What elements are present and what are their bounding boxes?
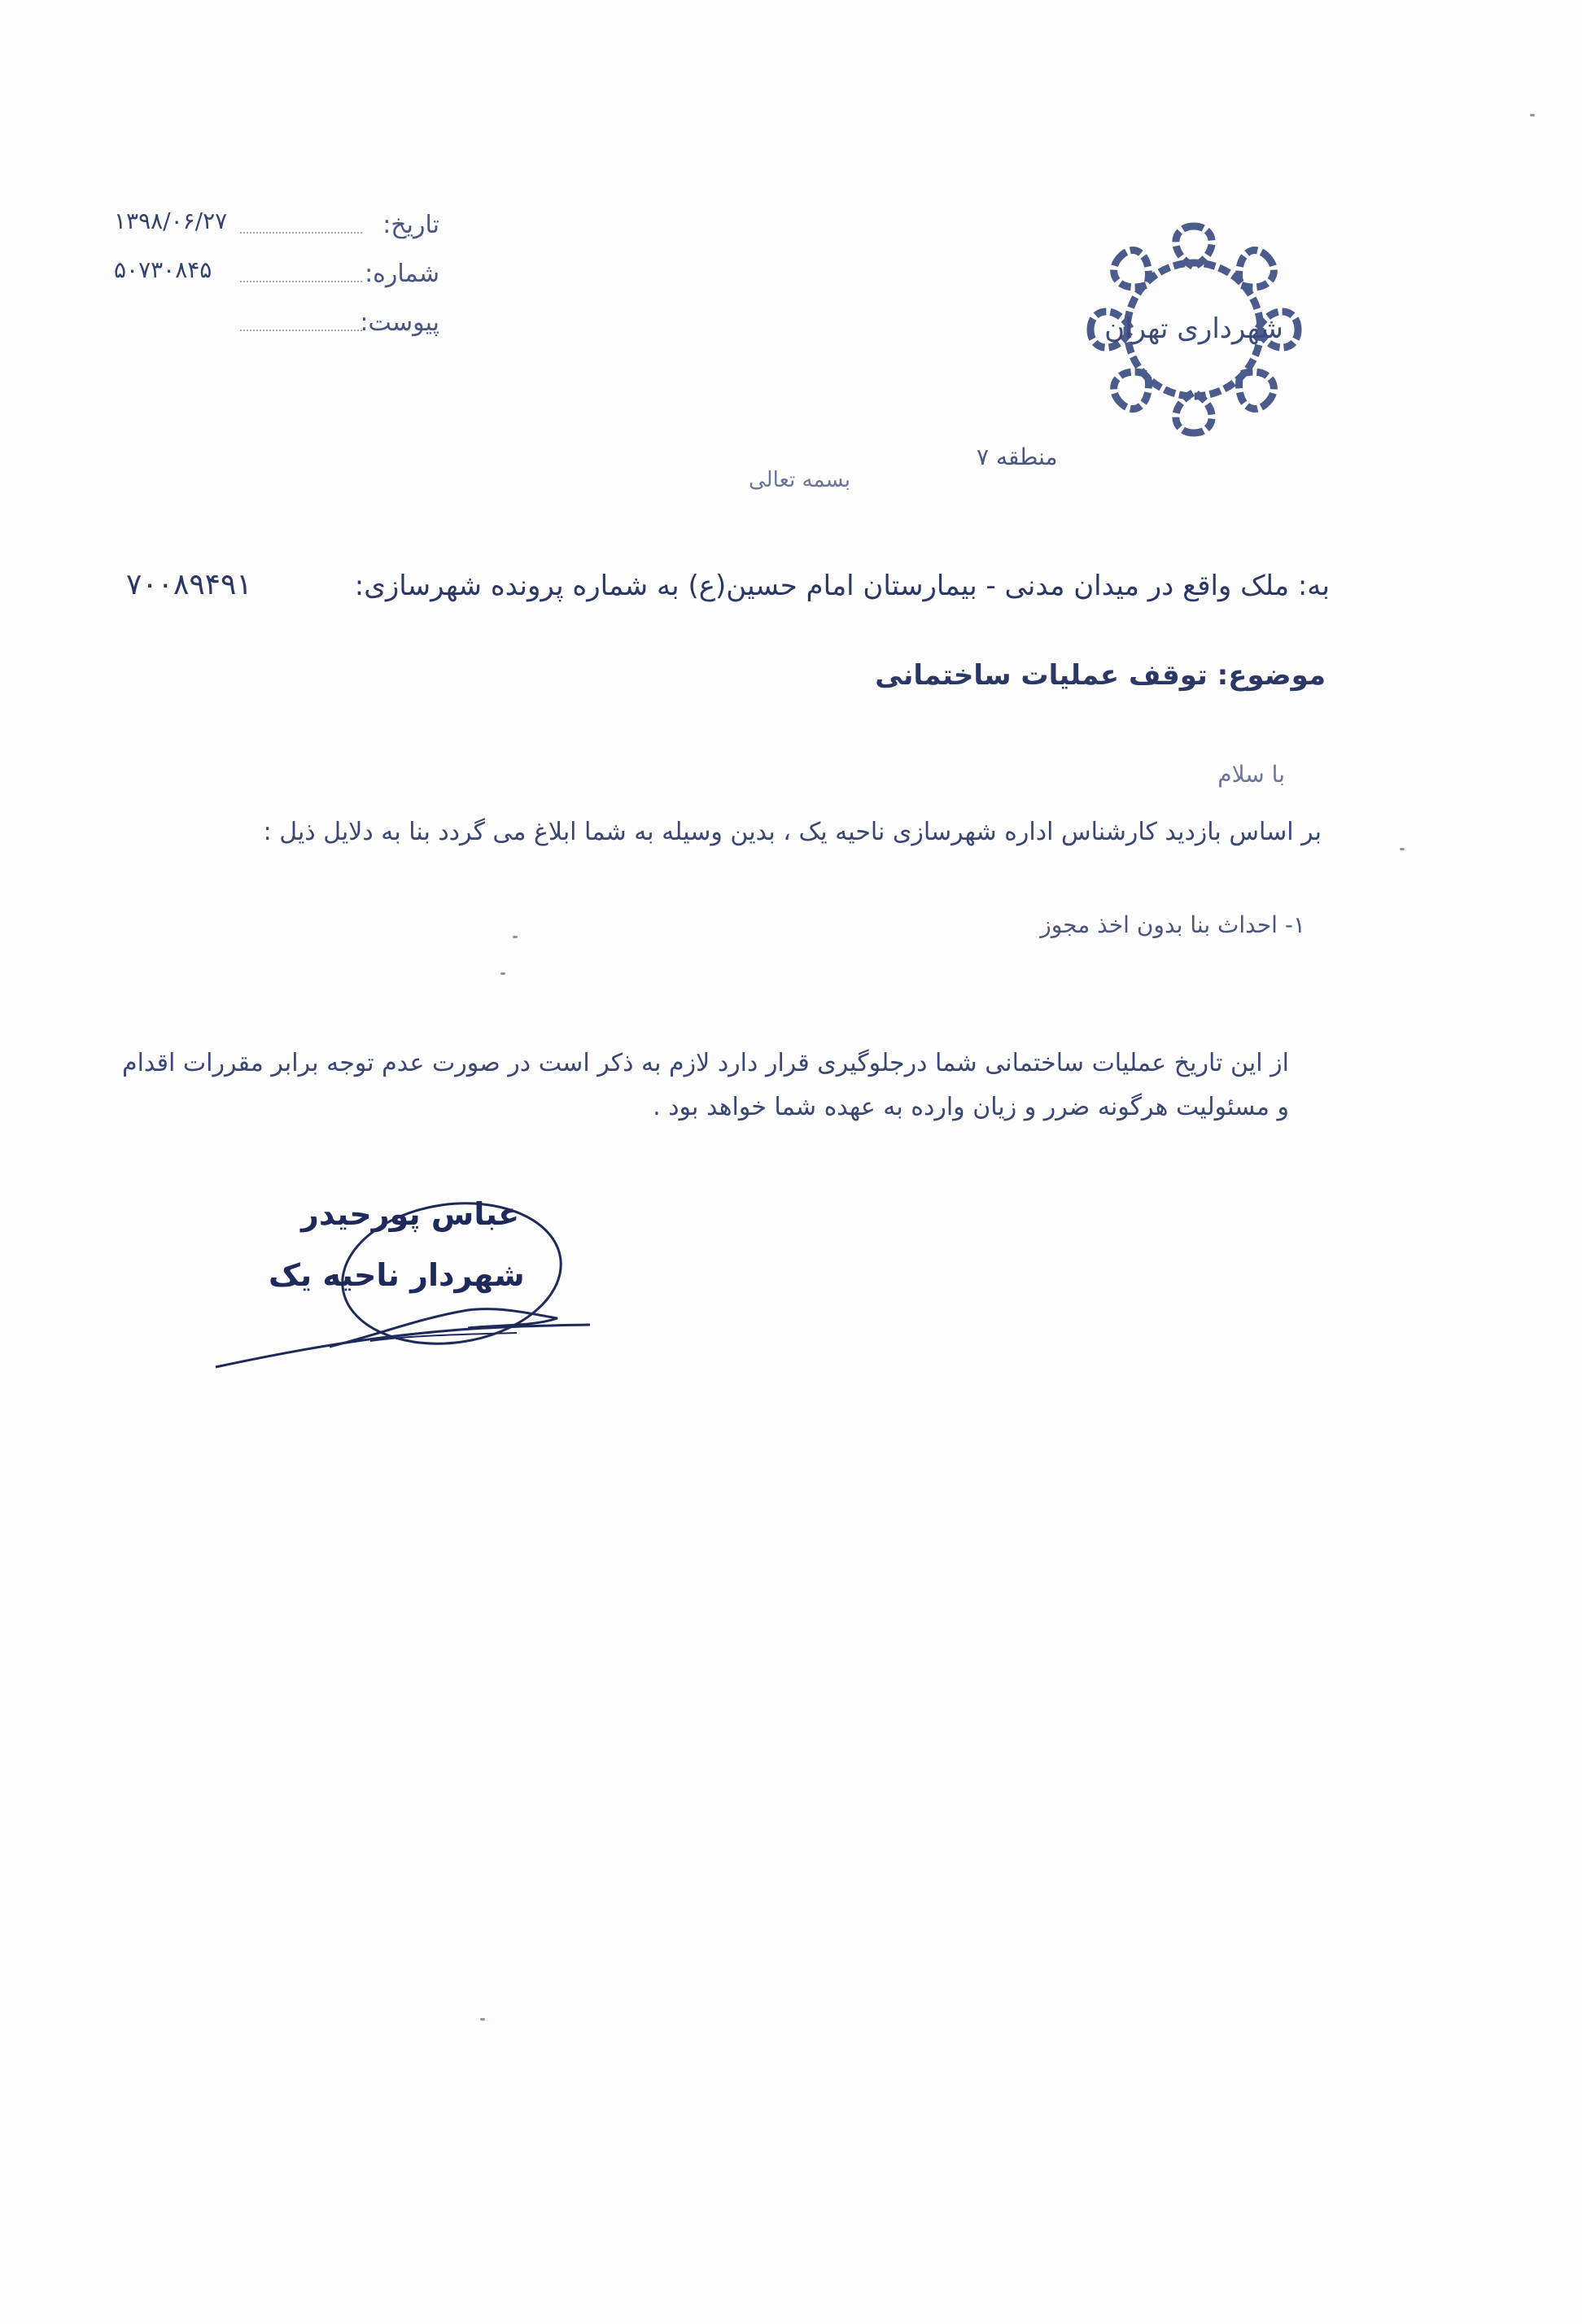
- signatory-name: عباس پورحیدر: [301, 1196, 520, 1232]
- signature-block: [208, 1196, 598, 1383]
- attachment-label: پیوست:: [360, 308, 439, 337]
- logo-text: شهرداری تهران: [1104, 312, 1283, 345]
- reason-item-1: ۱- احداث بنا بدون اخذ مجوز: [1040, 911, 1305, 938]
- signatory-title: شهردار ناحیه یک: [269, 1257, 525, 1293]
- region-label: منطقه ۷: [977, 443, 1058, 470]
- greeting: با سلام: [1217, 761, 1285, 788]
- file-number: ۷۰۰۸۹۴۹۱: [126, 568, 252, 601]
- date-label: تاریخ:: [382, 211, 439, 239]
- body-paragraph-2: از این تاریخ عملیات ساختمانی شما درجلوگیری قرار دارد لازم به ذکر است در صورت عدم توجه برابر مقررات اقدام و مسئولیت هرگونه ضرر و زیان وارده به عهده شما خواهد بود .: [122, 1049, 1289, 1121]
- number-value: ۵۰۷۳۰۸۴۵: [114, 256, 212, 283]
- date-value: ۱۳۹۸/۰۶/۲۷: [114, 208, 228, 234]
- body-paragraph-1: بر اساس بازدید کارشناس اداره شهرسازی ناحیه یک ، بدین وسیله به شما ابلاغ می گردد بنا به دلایل ذیل :: [263, 818, 1322, 846]
- scan-speck: [513, 936, 518, 938]
- basmala: بسمه تعالی: [749, 468, 850, 492]
- number-label: شماره:: [365, 260, 439, 288]
- scan-speck: [480, 2018, 485, 2020]
- scan-speck: [1400, 848, 1405, 850]
- date-row: [98, 208, 439, 256]
- addressee-line: به: ملک واقع در میدان مدنی - بیمارستان امام حسین(ع) به شماره پرونده شهرسازی:: [354, 570, 1330, 602]
- attachment-row: [98, 305, 439, 354]
- subject-line: موضوع: توقف عملیات ساختمانی: [875, 659, 1326, 692]
- municipality-logo: [1054, 195, 1335, 464]
- number-row: [98, 256, 439, 305]
- letter-meta: [98, 208, 439, 354]
- scan-speck: [500, 972, 505, 975]
- scan-speck: [1530, 114, 1535, 116]
